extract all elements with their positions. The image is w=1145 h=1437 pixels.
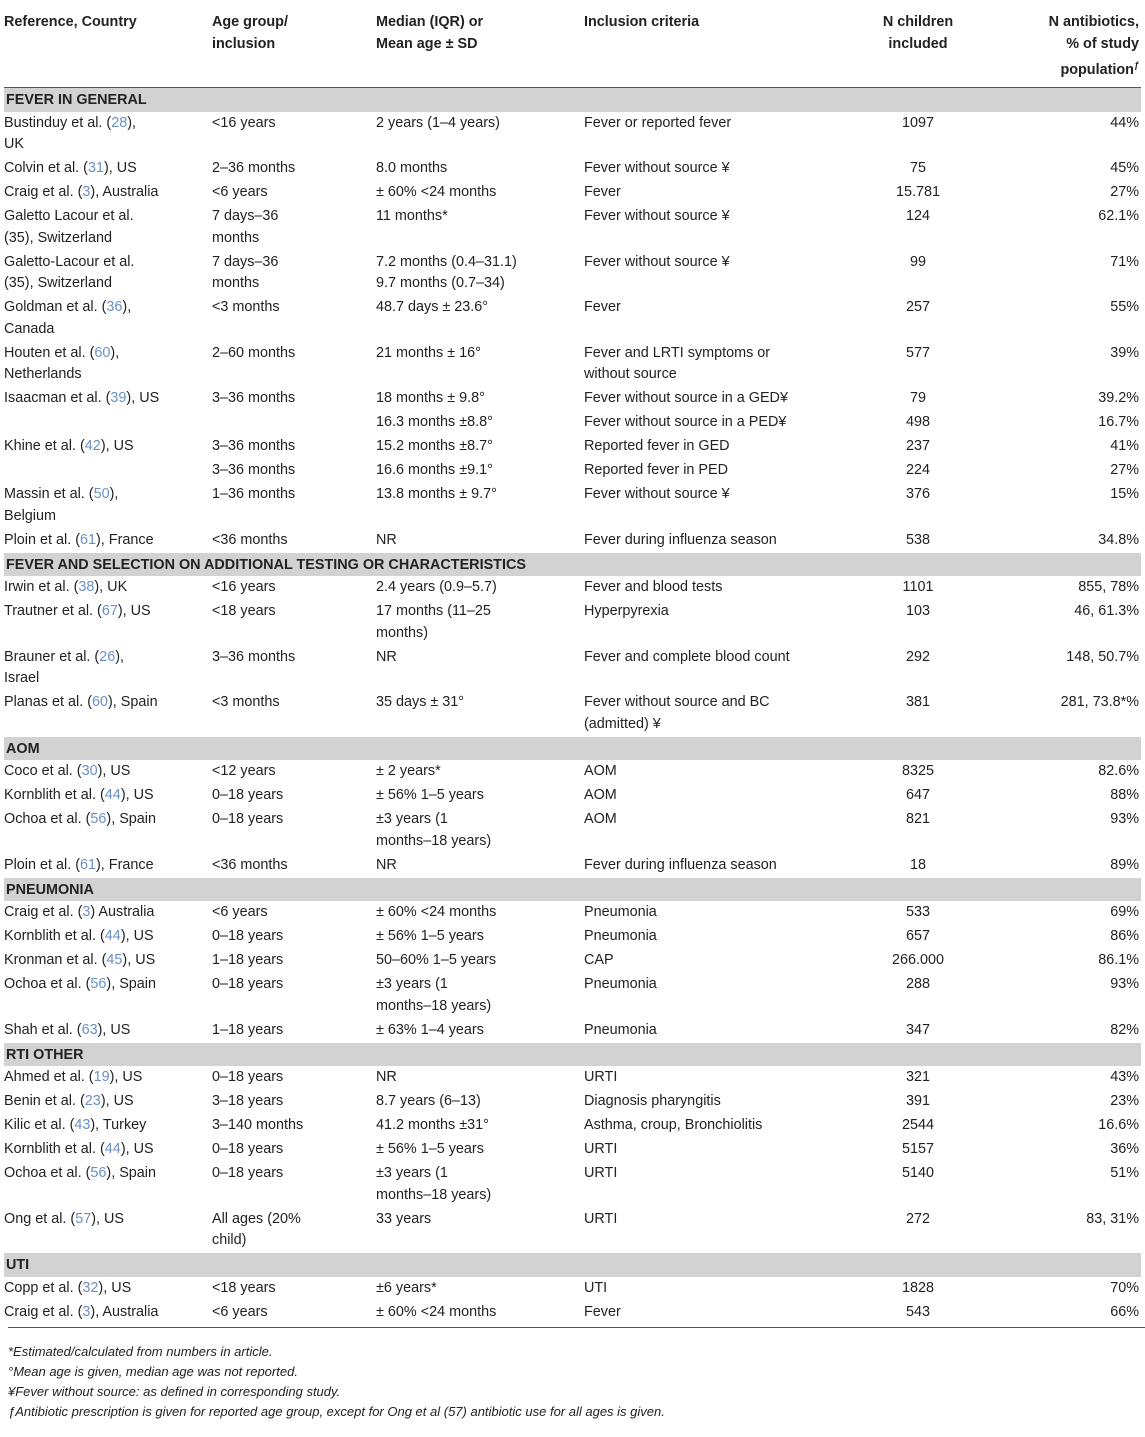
citation-link[interactable]: 19 bbox=[93, 1069, 110, 1086]
table-row bbox=[4, 760, 1141, 784]
cell-age-group: 0–18 years bbox=[212, 928, 284, 945]
cell-median-age: 50–60% 1–5 years bbox=[376, 952, 497, 969]
cell-n-children: 103 bbox=[905, 603, 930, 620]
cell-reference bbox=[4, 411, 212, 435]
col-header-reference: Reference, Country bbox=[4, 14, 137, 30]
cell-age-group: 3–36 months bbox=[212, 648, 296, 665]
cell-reference: Brauner et al. (26), Israel bbox=[4, 648, 124, 687]
cell-median-age: 21 months ± 16° bbox=[376, 344, 481, 361]
cell-median-age: NR bbox=[376, 1069, 397, 1086]
citation-link[interactable]: 43 bbox=[74, 1117, 91, 1134]
cell-n-children: 18 bbox=[909, 856, 926, 873]
cell-median-age: ±6 years* bbox=[376, 1279, 437, 1296]
cell-n-antibiotics: 86.1% bbox=[1098, 952, 1139, 969]
table-row bbox=[4, 112, 1141, 158]
cell-n-children: 347 bbox=[905, 1021, 930, 1038]
cell-age-group: All ages (20% child) bbox=[212, 1210, 301, 1249]
citation-link[interactable]: 60 bbox=[92, 694, 109, 711]
table-row bbox=[4, 973, 1141, 1019]
cell-n-antibiotics: 44% bbox=[1110, 114, 1139, 131]
citation-link[interactable]: 30 bbox=[81, 763, 98, 780]
cell-inclusion-criteria: URTI bbox=[584, 1069, 618, 1086]
cell-n-children: 821 bbox=[905, 811, 930, 828]
footnote: ƒAntibiotic prescription is given for reported age group, except for Ong et al (57) antibiotic use for all ages is given. bbox=[8, 1403, 665, 1419]
cell-n-antibiotics: 51% bbox=[1110, 1165, 1139, 1182]
cell-reference: Irwin et al. (38), UK bbox=[4, 579, 128, 596]
cell-reference: Isaacman et al. (39), US bbox=[4, 390, 160, 407]
col-header-age-group: Age group/ inclusion bbox=[212, 14, 288, 52]
cell-n-children: 266.000 bbox=[891, 952, 945, 969]
cell-age-group: 0–18 years bbox=[212, 976, 284, 993]
cell-n-children: 538 bbox=[905, 531, 930, 548]
citation-link[interactable]: 38 bbox=[78, 579, 95, 596]
citation-link[interactable]: 28 bbox=[111, 114, 128, 131]
cell-median-age: NR bbox=[376, 648, 397, 665]
cell-n-children: 657 bbox=[905, 928, 930, 945]
citation-link[interactable]: 44 bbox=[104, 928, 121, 945]
citation-link[interactable]: 26 bbox=[99, 648, 116, 665]
cell-inclusion-criteria: Fever without source ¥ bbox=[584, 486, 730, 503]
cell-inclusion-criteria: Reported fever in GED bbox=[584, 438, 730, 455]
cell-age-group: <36 months bbox=[212, 531, 288, 548]
table-row bbox=[4, 1301, 1141, 1325]
cell-median-age: ± 60% <24 months bbox=[376, 1303, 497, 1320]
citation-link[interactable]: 45 bbox=[106, 952, 123, 969]
cell-reference: Colvin et al. (31), US bbox=[4, 160, 137, 177]
cell-inclusion-criteria: Fever without source ¥ bbox=[584, 253, 730, 270]
cell-n-children: 5157 bbox=[901, 1141, 934, 1158]
cell-reference: Trautner et al. (67), US bbox=[4, 603, 151, 620]
cell-n-antibiotics: 23% bbox=[1110, 1093, 1139, 1110]
table-row bbox=[4, 251, 1141, 297]
cell-reference: Kronman et al. (45), US bbox=[4, 952, 156, 969]
cell-n-antibiotics: 93% bbox=[1110, 811, 1139, 828]
cell-inclusion-criteria: Fever during influenza season bbox=[584, 531, 777, 548]
cell-reference: Kornblith et al. (44), US bbox=[4, 1141, 154, 1158]
cell-reference: Shah et al. (63), US bbox=[4, 1021, 131, 1038]
cell-reference: Massin et al. (50), Belgium bbox=[4, 486, 119, 524]
cell-median-age: 33 years bbox=[376, 1210, 432, 1227]
citation-link[interactable]: 67 bbox=[101, 603, 118, 620]
table-row bbox=[4, 459, 1141, 483]
cell-n-children: 577 bbox=[905, 344, 930, 361]
cell-inclusion-criteria: AOM bbox=[584, 763, 617, 780]
section-header-row bbox=[4, 1253, 1141, 1277]
cell-inclusion-criteria: URTI bbox=[584, 1210, 618, 1227]
cell-inclusion-criteria: Reported fever in PED bbox=[584, 462, 728, 479]
table-row bbox=[4, 925, 1141, 949]
table-row bbox=[4, 1277, 1141, 1301]
cell-reference: Khine et al. (42), US bbox=[4, 438, 134, 455]
cell-n-antibiotics: 83, 31% bbox=[1086, 1210, 1139, 1227]
cell-inclusion-criteria: Asthma, croup, Bronchiolitis bbox=[584, 1117, 763, 1134]
citation-link[interactable]: 61 bbox=[80, 856, 97, 873]
table-row bbox=[4, 646, 1141, 692]
cell-age-group: 3–36 months bbox=[212, 462, 296, 479]
table-header-row bbox=[4, 6, 1141, 88]
cell-median-age: 48.7 days ± 23.6° bbox=[376, 299, 489, 316]
cell-reference: Kornblith et al. (44), US bbox=[4, 787, 154, 804]
table-row bbox=[4, 1114, 1141, 1138]
cell-age-group: <18 years bbox=[212, 603, 276, 620]
cell-age-group: 3–140 months bbox=[212, 1117, 304, 1134]
citation-link[interactable]: 31 bbox=[87, 160, 104, 177]
cell-n-antibiotics: 82% bbox=[1110, 1021, 1139, 1038]
col-header-n-antibiotics: N antibiotics, % of study population$^ƒ$ bbox=[1048, 14, 1139, 78]
cell-median-age: ± 63% 1–4 years bbox=[376, 1021, 484, 1038]
cell-age-group: <12 years bbox=[212, 763, 276, 780]
citation-link[interactable]: 23 bbox=[84, 1093, 101, 1110]
table-row bbox=[4, 157, 1141, 181]
cell-n-antibiotics: 93% bbox=[1110, 976, 1139, 993]
cell-median-age: ± 56% 1–5 years bbox=[376, 787, 484, 804]
cell-inclusion-criteria: Fever bbox=[584, 1303, 621, 1320]
cell-n-antibiotics: 70% bbox=[1110, 1279, 1139, 1296]
cell-age-group: 1–36 months bbox=[212, 486, 296, 503]
cell-n-children: 99 bbox=[909, 253, 926, 270]
cell-inclusion-criteria: Hyperpyrexia bbox=[584, 603, 669, 620]
cell-inclusion-criteria: Fever bbox=[584, 184, 621, 201]
cell-n-children: 533 bbox=[905, 904, 930, 921]
table-row bbox=[4, 205, 1141, 251]
citation-link[interactable]: 32 bbox=[82, 1279, 99, 1296]
table-row bbox=[4, 181, 1141, 205]
cell-n-children: 79 bbox=[909, 390, 926, 407]
table-row bbox=[4, 1208, 1141, 1254]
cell-age-group: <36 months bbox=[212, 856, 288, 873]
cell-n-children: 498 bbox=[905, 414, 930, 431]
section-title: UTI bbox=[4, 1253, 1141, 1277]
cell-reference: Coco et al. (30), US bbox=[4, 763, 131, 780]
section-title: FEVER AND SELECTION ON ADDITIONAL TESTING OR CHARACTERISTICS bbox=[4, 553, 1141, 577]
cell-n-children: 1101 bbox=[902, 579, 934, 596]
cell-inclusion-criteria: Diagnosis pharyngitis bbox=[584, 1093, 721, 1110]
cell-n-antibiotics: 148, 50.7% bbox=[1066, 648, 1139, 665]
cell-age-group: <3 months bbox=[212, 299, 280, 316]
cell-median-age: 41.2 months ±31° bbox=[376, 1117, 489, 1134]
section-header-row bbox=[4, 553, 1141, 577]
cell-n-children: 8325 bbox=[901, 763, 934, 780]
cell-age-group: 1–18 years bbox=[212, 952, 284, 969]
cell-age-group: 3–36 months bbox=[212, 390, 296, 407]
citation-link[interactable]: 60 bbox=[94, 344, 111, 361]
cell-n-children: 543 bbox=[905, 1303, 930, 1320]
citation-link[interactable]: 44 bbox=[104, 1141, 121, 1158]
cell-inclusion-criteria: Fever or reported fever bbox=[584, 114, 732, 131]
cell-age-group: 2–36 months bbox=[212, 160, 296, 177]
table-row bbox=[4, 949, 1141, 973]
cell-n-children: 381 bbox=[905, 694, 930, 711]
cell-age-group: <18 years bbox=[212, 1279, 276, 1296]
table-row bbox=[4, 808, 1141, 854]
table-row bbox=[4, 529, 1141, 553]
cell-n-children: 1097 bbox=[901, 114, 934, 131]
citation-link[interactable]: 44 bbox=[104, 787, 121, 804]
cell-age-group: 0–18 years bbox=[212, 1141, 284, 1158]
cell-n-antibiotics: 45% bbox=[1110, 160, 1139, 177]
cell-median-age: 8.0 months bbox=[376, 160, 448, 177]
cell-age-group: 3–36 months bbox=[212, 438, 296, 455]
cell-reference: Ploin et al. (61), France bbox=[4, 856, 154, 873]
cell-age-group: 0–18 years bbox=[212, 811, 284, 828]
cell-n-children: 15.781 bbox=[895, 184, 940, 201]
cell-age-group: 0–18 years bbox=[212, 787, 284, 804]
cell-median-age: ±3 years (1 months–18 years) bbox=[376, 976, 492, 1014]
cell-n-children: 1828 bbox=[901, 1279, 934, 1296]
cell-n-children: 272 bbox=[905, 1210, 930, 1227]
cell-n-children: 2544 bbox=[901, 1117, 934, 1134]
cell-reference: Ochoa et al. (56), Spain bbox=[4, 811, 157, 828]
section-title: RTI OTHER bbox=[4, 1043, 1141, 1067]
table-row bbox=[4, 1019, 1141, 1043]
citation-link[interactable]: 3 bbox=[82, 904, 91, 921]
footnote: *Estimated/calculated from numbers in article. bbox=[8, 1343, 273, 1359]
cell-reference: Bustinduy et al. (28), UK bbox=[4, 114, 136, 153]
section-title: PNEUMONIA bbox=[4, 878, 1141, 902]
cell-age-group: <6 years bbox=[212, 904, 268, 921]
cell-inclusion-criteria: AOM bbox=[584, 787, 617, 804]
col-header-n-children: N children included bbox=[882, 14, 954, 52]
cell-n-antibiotics: 855, 78% bbox=[1078, 579, 1139, 596]
cell-n-children: 224 bbox=[905, 462, 930, 479]
cell-reference: Benin et al. (23), US bbox=[4, 1093, 134, 1110]
cell-n-antibiotics: 36% bbox=[1110, 1141, 1139, 1158]
citation-link[interactable]: 56 bbox=[90, 976, 107, 993]
cell-median-age: ± 2 years* bbox=[376, 763, 441, 780]
cell-median-age: 18 months ± 9.8° bbox=[376, 390, 485, 407]
cell-median-age: NR bbox=[376, 531, 397, 548]
cell-n-antibiotics: 41% bbox=[1110, 438, 1139, 455]
table-row bbox=[4, 1090, 1141, 1114]
cell-median-age: ±3 years (1 months–18 years) bbox=[376, 1165, 492, 1203]
cell-n-antibiotics: 15% bbox=[1110, 486, 1139, 503]
table-row bbox=[4, 691, 1141, 737]
cell-inclusion-criteria: Fever without source and BC (admitted) ¥ bbox=[584, 694, 770, 732]
cell-n-children: 321 bbox=[905, 1069, 930, 1086]
table-row bbox=[4, 411, 1141, 435]
cell-reference: Houten et al. (60), Netherlands bbox=[4, 344, 120, 383]
footnote: °Mean age is given, median age was not reported. bbox=[8, 1363, 298, 1379]
cell-reference: Craig et al. (3) Australia bbox=[4, 904, 155, 921]
cell-age-group: 1–18 years bbox=[212, 1021, 284, 1038]
cell-inclusion-criteria: Fever without source in a PED¥ bbox=[584, 414, 787, 431]
cell-age-group: 7 days–36 months bbox=[212, 253, 279, 292]
section-header-row bbox=[4, 88, 1141, 112]
cell-reference: Ahmed et al. (19), US bbox=[4, 1069, 143, 1086]
cell-age-group bbox=[212, 411, 376, 435]
cell-n-antibiotics: 27% bbox=[1110, 184, 1139, 201]
cell-n-children: 5140 bbox=[901, 1165, 934, 1182]
section-header-row bbox=[4, 1043, 1141, 1067]
cell-n-antibiotics: 88% bbox=[1110, 787, 1139, 804]
cell-inclusion-criteria: UTI bbox=[584, 1279, 608, 1296]
cell-n-antibiotics: 39.2% bbox=[1098, 390, 1139, 407]
cell-n-antibiotics: 89% bbox=[1110, 856, 1139, 873]
cell-inclusion-criteria: URTI bbox=[584, 1165, 618, 1182]
cell-median-age: 8.7 years (6–13) bbox=[376, 1093, 481, 1110]
cell-median-age: 7.2 months (0.4–31.1) 9.7 months (0.7–34) bbox=[376, 253, 517, 292]
cell-inclusion-criteria: Pneumonia bbox=[584, 904, 657, 921]
footnote: ¥Fever without source: as defined in corresponding study. bbox=[8, 1383, 341, 1399]
citation-link[interactable]: 36 bbox=[106, 299, 123, 316]
citation-link[interactable]: 3 bbox=[82, 184, 91, 201]
cell-n-antibiotics: 86% bbox=[1110, 928, 1139, 945]
studies-table bbox=[4, 6, 1141, 1325]
section-header-row bbox=[4, 878, 1141, 902]
cell-reference: Planas et al. (60), Spain bbox=[4, 694, 158, 711]
cell-median-age: ± 56% 1–5 years bbox=[376, 928, 484, 945]
cell-age-group: 0–18 years bbox=[212, 1069, 284, 1086]
cell-age-group: <6 years bbox=[212, 184, 268, 201]
cell-n-antibiotics: 34.8% bbox=[1098, 531, 1139, 548]
cell-reference: Craig et al. (3), Australia bbox=[4, 184, 159, 201]
table-row bbox=[4, 435, 1141, 459]
cell-median-age: NR bbox=[376, 856, 397, 873]
cell-age-group: <3 months bbox=[212, 694, 280, 711]
cell-n-antibiotics: 66% bbox=[1110, 1303, 1139, 1320]
cell-median-age: 2 years (1–4 years) bbox=[376, 114, 500, 131]
table-row bbox=[4, 1138, 1141, 1162]
cell-inclusion-criteria: Pneumonia bbox=[584, 976, 657, 993]
cell-age-group: <6 years bbox=[212, 1303, 268, 1320]
citation-link[interactable]: 56 bbox=[90, 811, 107, 828]
cell-reference bbox=[4, 459, 212, 483]
cell-n-antibiotics: 69% bbox=[1110, 904, 1139, 921]
cell-median-age: 16.3 months ±8.8° bbox=[376, 414, 493, 431]
cell-inclusion-criteria: Pneumonia bbox=[584, 1021, 657, 1038]
cell-n-antibiotics: 82.6% bbox=[1098, 763, 1139, 780]
citation-link[interactable]: 3 bbox=[82, 1303, 91, 1320]
cell-n-antibiotics: 16.7% bbox=[1098, 414, 1139, 431]
cell-median-age: 16.6 months ±9.1° bbox=[376, 462, 493, 479]
cell-inclusion-criteria: Fever without source ¥ bbox=[584, 160, 730, 177]
table-row bbox=[4, 576, 1141, 600]
table-row bbox=[4, 342, 1141, 388]
cell-reference: Ploin et al. (61), France bbox=[4, 531, 154, 548]
table-row bbox=[4, 901, 1141, 925]
cell-age-group: 7 days–36 months bbox=[212, 208, 279, 246]
cell-n-antibiotics: 281, 73.8*% bbox=[1060, 694, 1139, 711]
cell-n-children: 391 bbox=[905, 1093, 930, 1110]
cell-n-antibiotics: 62.1% bbox=[1098, 208, 1139, 225]
citation-link[interactable]: 63 bbox=[81, 1021, 98, 1038]
cell-n-children: 75 bbox=[909, 160, 926, 177]
table-row bbox=[4, 784, 1141, 808]
table-row bbox=[4, 483, 1141, 529]
cell-reference: Ong et al. (57), US bbox=[4, 1210, 124, 1227]
cell-inclusion-criteria: Fever during influenza season bbox=[584, 856, 777, 873]
table-row bbox=[4, 1066, 1141, 1090]
cell-reference: Craig et al. (3), Australia bbox=[4, 1303, 159, 1320]
cell-n-children: 237 bbox=[905, 438, 930, 455]
cell-inclusion-criteria: URTI bbox=[584, 1141, 618, 1158]
cell-n-antibiotics: 55% bbox=[1110, 299, 1139, 316]
cell-n-children: 257 bbox=[905, 299, 930, 316]
cell-median-age: ±3 years (1 months–18 years) bbox=[376, 811, 492, 849]
cell-n-children: 288 bbox=[905, 976, 930, 993]
cell-n-antibiotics: 27% bbox=[1110, 462, 1139, 479]
cell-n-antibiotics: 16.6% bbox=[1098, 1117, 1139, 1134]
cell-reference: Copp et al. (32), US bbox=[4, 1279, 132, 1296]
table-row bbox=[4, 296, 1141, 342]
footnotes bbox=[4, 1328, 1141, 1422]
cell-age-group: <16 years bbox=[212, 114, 276, 131]
cell-n-antibiotics: 71% bbox=[1110, 253, 1139, 270]
section-title: FEVER IN GENERAL bbox=[4, 88, 1141, 112]
cell-reference: Kilic et al. (43), Turkey bbox=[4, 1117, 147, 1134]
table-row bbox=[4, 854, 1141, 878]
cell-inclusion-criteria: Fever and blood tests bbox=[584, 579, 723, 596]
cell-inclusion-criteria: AOM bbox=[584, 811, 617, 828]
cell-age-group: 0–18 years bbox=[212, 1165, 284, 1182]
col-header-median-age: Median (IQR) or Mean age ± SD bbox=[376, 14, 484, 52]
citation-link[interactable]: 61 bbox=[80, 531, 97, 548]
citation-link[interactable]: 39 bbox=[110, 390, 127, 407]
section-title: AOM bbox=[4, 737, 1141, 761]
table-row bbox=[4, 600, 1141, 646]
cell-reference: Ochoa et al. (56), Spain bbox=[4, 1165, 157, 1182]
cell-reference: Galetto-Lacour et al. (35), Switzerland bbox=[4, 253, 135, 292]
citation-link[interactable]: 57 bbox=[75, 1210, 92, 1227]
table-row bbox=[4, 1162, 1141, 1208]
table-row bbox=[4, 387, 1141, 411]
cell-reference: Goldman et al. (36), Canada bbox=[4, 299, 132, 337]
cell-inclusion-criteria: Fever without source in a GED¥ bbox=[584, 390, 788, 407]
cell-inclusion-criteria: CAP bbox=[584, 952, 614, 969]
cell-median-age: 15.2 months ±8.7° bbox=[376, 438, 493, 455]
cell-n-antibiotics: 43% bbox=[1110, 1069, 1139, 1086]
cell-median-age: 11 months* bbox=[376, 208, 448, 225]
cell-median-age: 2.4 years (0.9–5.7) bbox=[376, 579, 497, 596]
cell-inclusion-criteria: Fever and LRTI symptoms or without source bbox=[584, 344, 771, 383]
cell-inclusion-criteria: Fever without source ¥ bbox=[584, 208, 730, 225]
cell-n-antibiotics: 39% bbox=[1110, 344, 1139, 361]
cell-median-age: 17 months (11–25 months) bbox=[376, 603, 491, 641]
cell-age-group: 3–18 years bbox=[212, 1093, 284, 1110]
cell-median-age: 13.8 months ± 9.7° bbox=[376, 486, 497, 503]
cell-reference: Galetto Lacour et al. (35), Switzerland bbox=[4, 208, 134, 246]
cell-median-age: ± 60% <24 months bbox=[376, 904, 497, 921]
cell-n-children: 124 bbox=[905, 208, 930, 225]
cell-inclusion-criteria: Fever bbox=[584, 299, 621, 316]
citation-link[interactable]: 50 bbox=[93, 486, 110, 503]
citation-link[interactable]: 42 bbox=[84, 438, 101, 455]
cell-n-children: 292 bbox=[905, 648, 930, 665]
cell-reference: Ochoa et al. (56), Spain bbox=[4, 976, 157, 993]
cell-n-children: 376 bbox=[905, 486, 930, 503]
section-header-row bbox=[4, 737, 1141, 761]
col-header-inclusion-criteria: Inclusion criteria bbox=[584, 14, 700, 30]
cell-median-age: 35 days ± 31° bbox=[376, 694, 465, 711]
cell-inclusion-criteria: Pneumonia bbox=[584, 928, 657, 945]
cell-median-age: ± 60% <24 months bbox=[376, 184, 497, 201]
cell-reference: Kornblith et al. (44), US bbox=[4, 928, 154, 945]
citation-link[interactable]: 56 bbox=[90, 1165, 107, 1182]
cell-n-antibiotics: 46, 61.3% bbox=[1074, 603, 1139, 620]
cell-age-group: <16 years bbox=[212, 579, 276, 596]
cell-n-children: 647 bbox=[905, 787, 930, 804]
cell-median-age: ± 56% 1–5 years bbox=[376, 1141, 484, 1158]
cell-age-group: 2–60 months bbox=[212, 344, 296, 361]
cell-inclusion-criteria: Fever and complete blood count bbox=[584, 648, 790, 665]
